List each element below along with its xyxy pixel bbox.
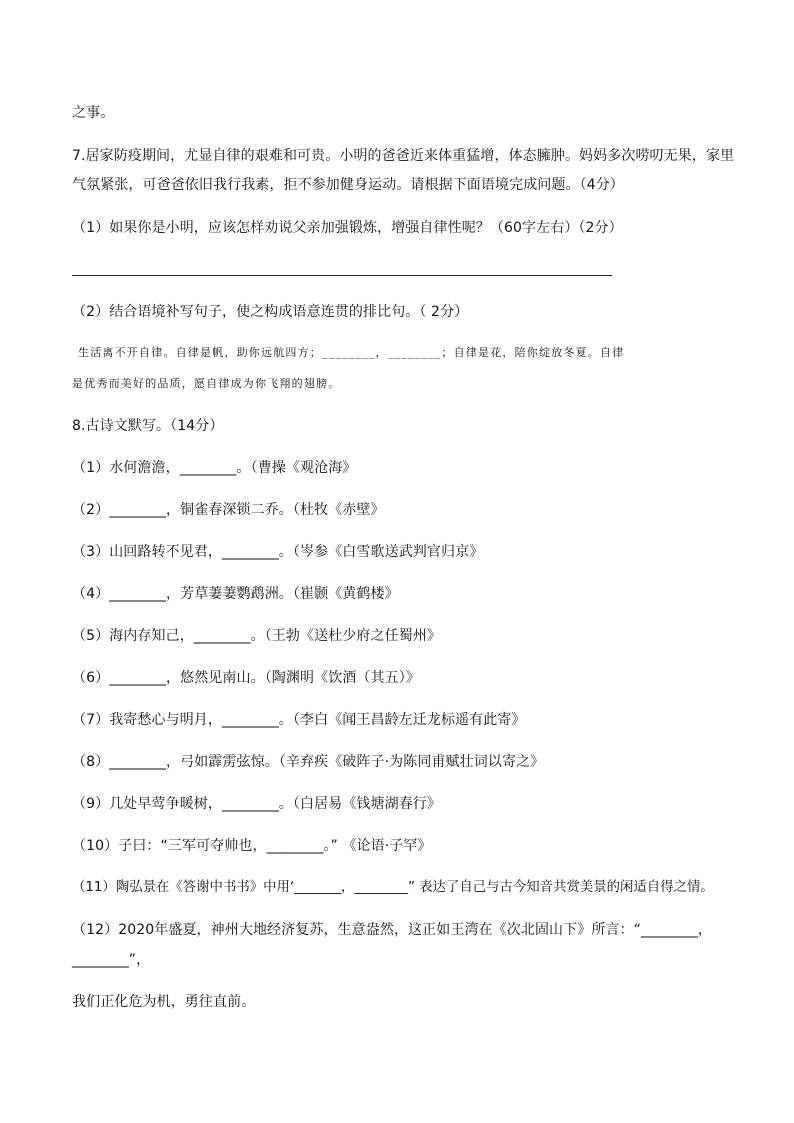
- poem-item-1: （1）水何澹澹，________。（曹操《观沧海》: [72, 460, 357, 476]
- text-line: 之事。: [72, 105, 115, 121]
- question-7-line-2: 气氛紧张，可爸爸依旧我行我素，拒不参加健身运动。请根据下面语境完成问题。（4分）: [72, 177, 624, 193]
- closing-line: 我们正化危为机，勇往直前。: [72, 994, 256, 1010]
- poem-item-12-line-1: （12）2020年盛夏，神州大地经济复苏，生意盎然，这正如王湾在《次北固山下》所言：“________，: [72, 922, 712, 938]
- poem-item-8: （8）________，弓如霹雳弦惊。（辛弃疾《破阵子·为陈同甫赋壮词以寄之》: [72, 754, 545, 770]
- question-7-sub-2: （2）结合语境补写句子，使之构成语意连贯的排比句。（ 2分）: [72, 304, 469, 320]
- answer-line: [72, 275, 612, 276]
- question-7-sub-1: （1）如果你是小明，应该怎样劝说父亲加强锻炼，增强自律性呢？（60字左右）（2分）: [72, 220, 623, 236]
- poem-item-2: （2）________，铜雀春深锁二乔。（杜牧《赤壁》: [72, 502, 385, 518]
- question-7-line-1: 7.居家防疫期间，尤显自律的艰难和可贵。小明的爸爸近来体重猛增，体态臃肿。妈妈多次唠叨无果，家里: [72, 148, 735, 164]
- poem-item-4: （4）________，芳草萋萋鹦鹉洲。（崔颢《黄鹤楼》: [72, 586, 399, 602]
- poem-item-12-line-2: ________”，: [72, 952, 151, 968]
- poem-item-9: （9）几处早莺争暖树，________。（白居易《钱塘湖春行》: [72, 796, 442, 812]
- poem-item-7: （7）我寄愁心与明月，________。（李白《闻王昌龄左迁龙标遥有此寄》: [72, 712, 526, 728]
- poem-item-10: （10）子曰：“三军可夺帅也，________。” 《论语·子罕》: [72, 838, 432, 854]
- poem-item-3: （3）山回路转不见君，________。（岑参《白雪歌送武判官归京》: [72, 544, 484, 560]
- poem-item-6: （6）________，悠然见南山。（陶渊明《饮酒（其五）》: [72, 670, 420, 686]
- poem-item-11: （11）陶弘景在《答谢中书书》中用‘_______，________” 表达了自己与古今知音共赏美景的闲适自得之情。: [72, 880, 714, 895]
- poem-item-5: （5）海内存知己，________。（王勃《送杜少府之任蜀州》: [72, 628, 442, 644]
- context-passage-line-2: 是优秀而美好的品质，愿自律成为你飞翔的翅膀。: [72, 377, 341, 390]
- question-8-heading: 8.古诗文默写。（14分）: [72, 418, 224, 434]
- context-passage-line-1: 生活离不开自律。自律是帆，助你远航四方；________，________；自律是花，陪你绽放冬夏。自律: [78, 346, 625, 359]
